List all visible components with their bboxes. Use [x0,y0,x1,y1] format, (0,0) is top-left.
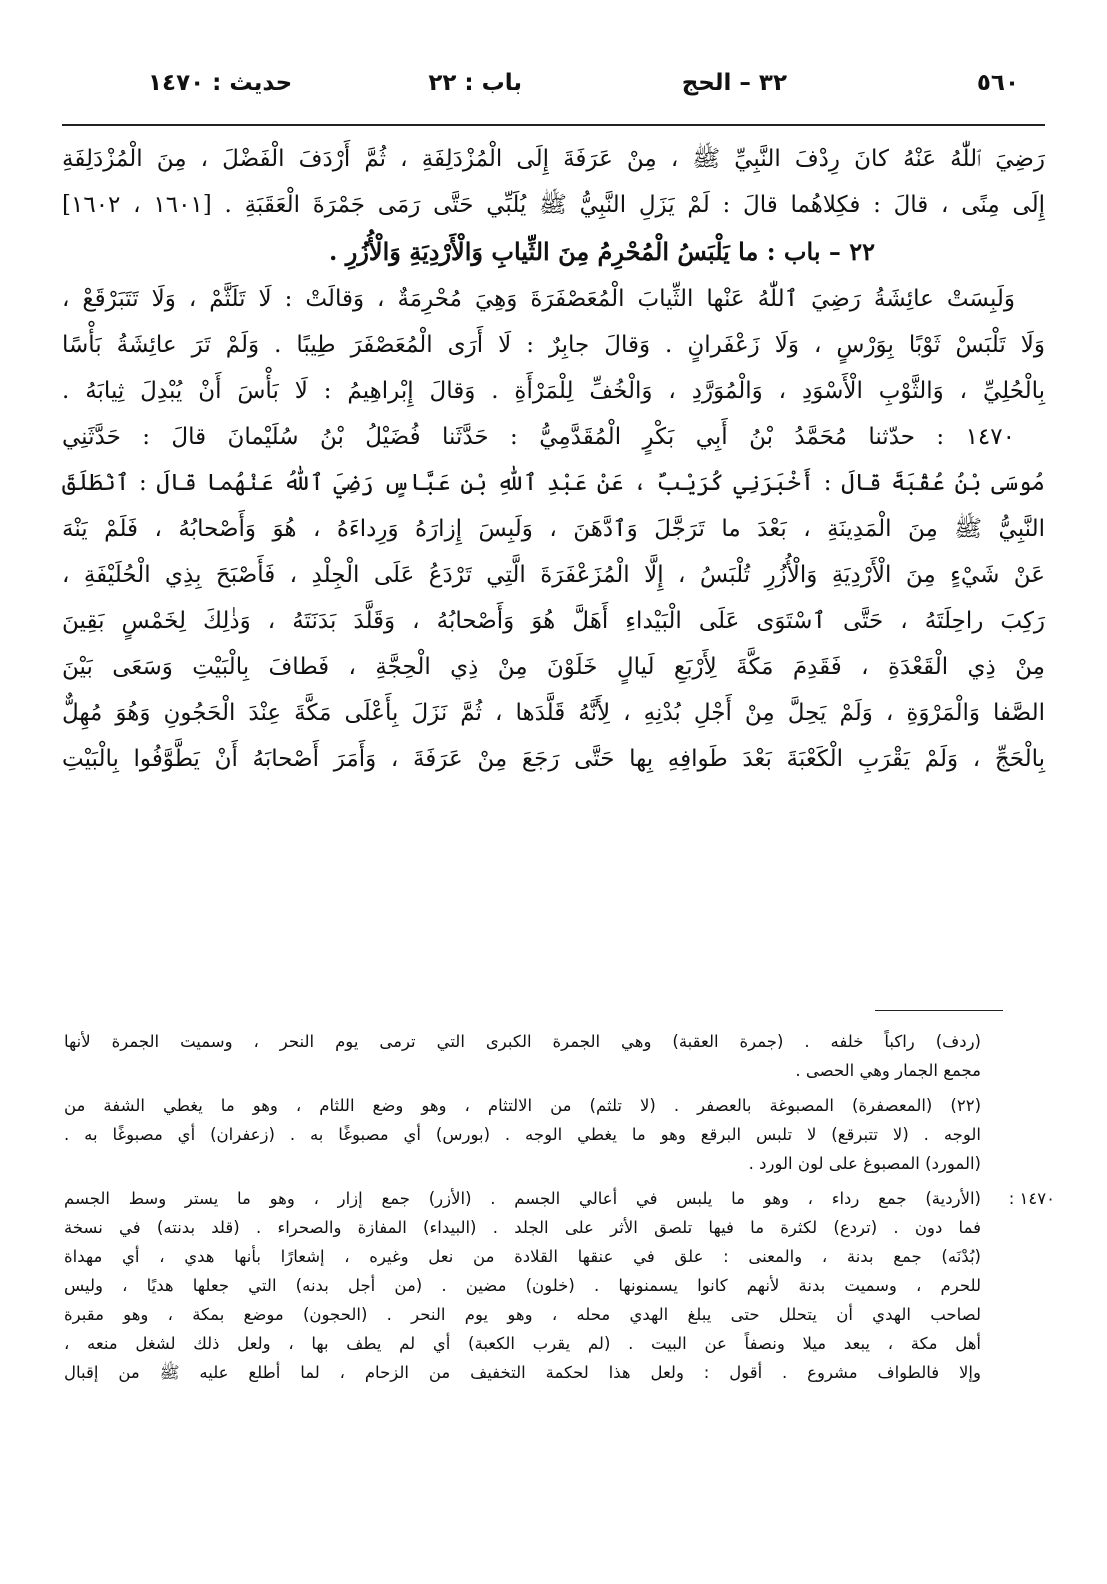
page-header [70,70,1037,110]
chapter-number: باب : ٢٢ [428,70,522,96]
footnote-line: للحرم ، وسميت بدنة لأنهم كانوا يسمنونها . (خلون) مضين . (من أجل بدنه) التي جعلها هديًا ، وليس [64,1276,981,1295]
footnote-divider [875,1010,1003,1011]
footnote [64,1184,1055,1387]
footnote-line: أهل مكة ، يبعد ميلا ونصفاً عن البيت . (لم يقرب الكعبة) أي لم يطف بها ، ولعل ذلك لشغل منعه ، [64,1334,981,1353]
header-divider [62,124,1045,126]
footnote-line: (ردف) راكباً خلفه . (جمرة العقبة) وهي الجمرة الكبرى التي ترمى يوم النحر ، وسميت الجمرة لأنها [64,1032,981,1051]
text-line: رَضِيَ ٱللّٰهُ عَنْهُ كانَ رِدْفَ النَّبِيِّ ﷺ ، مِنْ عَرَفَةَ إِلَى الْمُزْدَلِفَةِ ، ثُمَّ أَرْدَفَ الْفَضْلَ ، مِنَ الْمُزْدَلِفَةِ [62,146,1045,172]
hadith-line: رَكِبَ راحِلَتَهُ ، حَتَّى ٱسْتَوَى عَلَى الْبَيْداءِ أَهَلَّ هُوَ وَأَصْحابُهُ ، وَقَلَّدَ بَدَنَتَهُ ، وَذٰلِكَ لِخَمْسٍ بَقِينَ [62,608,1045,634]
footnote [64,1091,1027,1178]
footnote-line: (المورد) المصبوغ على لون الورد . [748,1154,981,1173]
main-text [62,136,1045,782]
footnote-number: ١٤٧٠ : [1008,1189,1055,1208]
hadith-line: الصَّفا وَالْمَرْوَةِ ، وَلَمْ يَحِلَّ مِنْ أَجْلِ بُدْنِهِ ، لِأَنَّهُ قَلَّدَها ، ثُمَّ نَزَلَ بِأَعْلَى مَكَّةَ عِنْدَ الْحَجُونِ وَهُوَ مُهِلٌّ [62,700,1045,726]
hadith-line: مِنْ ذِي الْقَعْدَةِ ، فَقَدِمَ مَكَّةَ لِأَرْبَعِ لَيالٍ خَلَوْنَ مِنْ ذِي الْحِجَّةِ ، فَطافَ بِالْبَيْتِ وَسَعَى بَيْنَ [62,654,1045,680]
text-line: بِالْحُلِيِّ ، وَالثَّوْبِ الْأَسْوَدِ ، وَالْمُوَرَّدِ ، وَالْخُفِّ لِلْمَرْأَةِ . وَقالَ إِبْراهِيمُ : لَا بَأْسَ أَنْ يُبْدِلَ ثِيابَهُ . [62,378,1045,404]
hadith-number: حديث : ١٤٧٠ [148,70,293,96]
footnote-line: (٢٢) (المعصفرة) المصبوغة بالعصفر . (لا تلثم) من الالتثام ، وهو وضع اللثام ، وهو ما يغطي الشفة من [64,1096,981,1115]
footnote [64,1027,1027,1085]
hadith-line: بِالْحَجِّ ، وَلَمْ يَقْرَبِ الْكَعْبَةَ بَعْدَ طَوافِهِ بِها حَتَّى رَجَعَ مِنْ عَرَفَةَ ، وَأَمَرَ أَصْحابَهُ أَنْ يَطَّوَّفُوا بِالْبَيْتِ [62,746,1045,772]
hadith-line: عَنْ شَيْءٍ مِنَ الْأَرْدِيَةِ وَالْأُزُرِ تُلْبَسُ ، إِلَّا الْمُزَعْفَرَةَ الَّتِي تَرْدَعُ عَلَى الْجِلْدِ ، فَأَصْبَحَ بِذِي الْحُلَيْفَةِ ، [62,562,1045,588]
chapter-heading: ٢٢ – باب : ما يَلْبَسُ الْمُحْرِمُ مِنَ الثِّيابِ وَالْأَرْدِيَةِ وَالْأُزُرِ . [329,237,875,266]
page-number: ٥٦٠ [976,70,1019,96]
book-title: ٣٢ – الحج [681,70,787,96]
hadith-line: ١٤٧٠ : حدّثنا مُحَمَّدُ بْنُ أَبِي بَكْرٍ الْمُقَدَّمِيُّ : حَدَّثَنا فُضَيْلُ بْنُ سُلَيْمانَ قالَ : حَدَّثَنِي [62,424,1015,450]
footnote-line: (بُدْنَه) جمع بدنة ، والمعنى : علق في عنقها القلادة من نعل وغيره ، إشعارًا بأنها هدي ، أي مهداة [64,1247,981,1266]
text-line: وَلَبِسَتْ عائِشَةُ رَضِيَ ٱللّٰهُ عَنْها الثِّيابَ الْمُعَصْفَرَةَ وَهِيَ مُحْرِمَةٌ ، وَقالَتْ : لَا تَلَثَّمْ ، وَلَا تَتَبَرْقَعْ ، [62,286,1015,312]
footnotes [64,1027,1055,1393]
hadith-line: النَّبِيُّ ﷺ مِنَ الْمَدِينَةِ ، بَعْدَ ما تَرَجَّلَ وَٱدَّهَنَ ، وَلَبِسَ إِزارَهُ وَرِداءَهُ ، هُوَ وَأَصْحابُهُ ، فَلَمْ يَنْهَ [62,516,1045,542]
footnote-line: فما دون . (تردع) لكثرة ما فيها تلصق الأثر على الجلد . (البيداء) المفازة والصحراء . (قلد بدنته) في نسخة [64,1218,981,1237]
text-line: وَلَا تَلْبَسْ ثَوْبًا بِوَرْسٍ ، وَلَا زَعْفَرانٍ . وَقالَ جابِرٌ : لَا أَرَى الْمُعَصْفَرَ طِيبًا . وَلَمْ تَرَ عائِشَةُ بَأْسًا [62,332,1045,358]
text-line: إِلَى مِنًى ، قالَ : فكِلاهُما قالَ : لَمْ يَزَلِ النَّبِيُّ ﷺ يُلَبِّي حَتَّى رَمَى جَمْرَةَ الْعَقَبَةِ . [١٦٠١ ، ١٦٠٢] [62,192,1045,218]
footnote-line: (الأردية) جمع رداء ، وهو ما يلبس في أعالي الجسم . (الأزر) جمع إزار ، وهو ما يستر وسط الجسم [64,1189,981,1208]
footnote-line: لصاحب الهدي أن يتحلل حتى يبلغ الهدي محله ، وهو يوم النحر . (الحجون) موضع بمكة ، وهو مقبرة [64,1305,981,1324]
footnote-line: مجمع الجمار وهي الحصى . [795,1061,981,1080]
hadith-line: مُوسَى بْنُ عُقْبَةَ قالَ : أَخْبَرَنِي كُرَيْبٌ ، عَنْ عَبْدِ ٱللّٰهِ بْنِ عَبَّاسٍ رَضِيَ ٱللّٰهُ عَنْهُما قالَ : ٱنْطَلَقَ [62,470,1045,496]
footnote-line: الوجه . (لا تتبرقع) لا تلبس البرقع وهو ما يغطي الوجه . (بورس) أي مصبوغًا به . (زعفران) أي مصبوغًا به . [64,1125,981,1144]
footnote-line: وإلا فالطواف مشروع . أقول : ولعل هذا لحكمة التخفيف من الزحام ، لما أطلع عليه ﷺ من إقبال [64,1363,981,1382]
